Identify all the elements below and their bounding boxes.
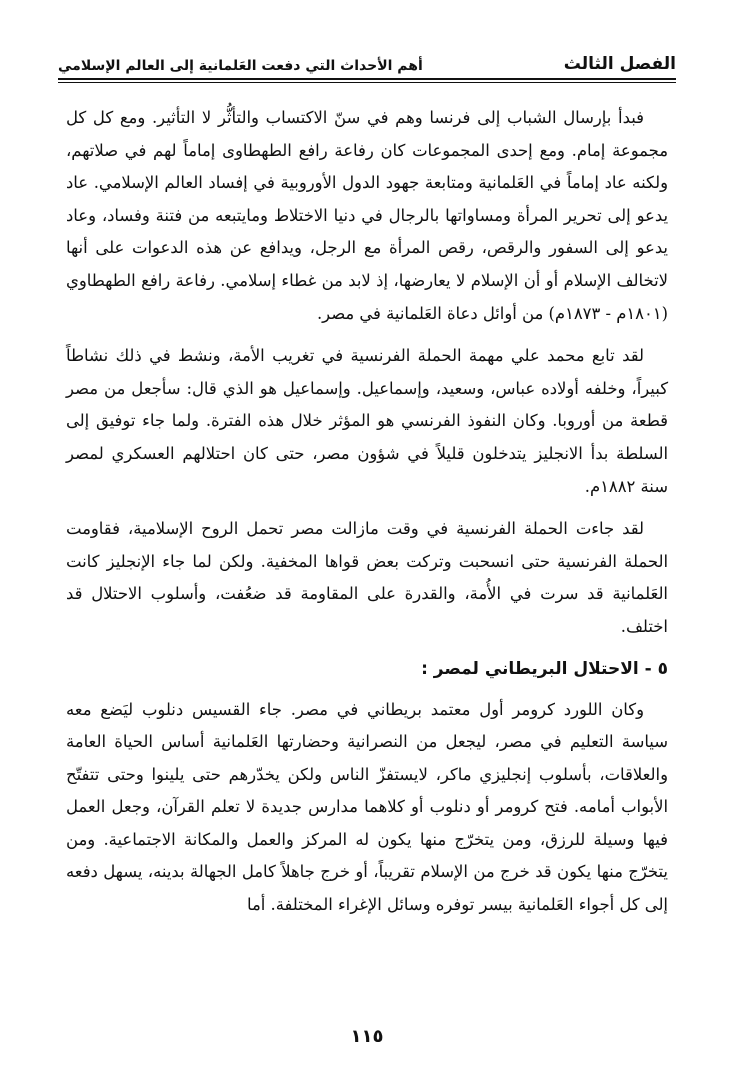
paragraph: لقد تابع محمد علي مهمة الحملة الفرنسية في تغريب الأمة، ونشط في ذلك نشاطاً كبيراً، وخلفه أولاده عباس، وسعيد، وإسماعيل. وإسماعيل هو الذي قال: سأجعل من مصر قطعة من أوروبا. وكان النفوذ الفرنسي هو المؤثر خلال هذه الفترة. ولما جاء توفيق إلى السلطة بدأ الانجليز يتدخلون قليلاً في شؤون مصر، حتى كان احتلالهم العسكري لمصر سنة ١٨٨٢م. bbox=[66, 346, 668, 496]
paragraph: وكان اللورد كرومر أول معتمد بريطاني في مصر. جاء القسيس دنلوب ليَضع معه سياسة التعليم في مصر، ليجعل من النصرانية وحضارتها العَلمانية أساس الحياة العامة والعلاقات، بأسلوب إنجليزي ماكر، لايستفزّ الناس ولكن يخدّرهم حتى يلينوا وحتى تتفتّح الأبواب أمامه. فتح كرومر أو دنلوب أو كلاهما مدارس جديدة لا تعلم القرآن، وجعل العمل فيها وسيلة للرزق، ومن يتخرّج منها يكون له المركز والعمل والمكانة الاجتماعية. ومن يتخرّج منها يكون قد خرج من الإسلام تقريباً، أو خرج جاهلاً كامل الجهالة بدينه، يسهل دفعه إلى كل أجواء العَلمانية بيسر توفره وسائل الإغراء المختلفة. أما bbox=[66, 699, 668, 915]
paragraph: لقد جاءت الحملة الفرنسية في وقت مازالت مصر تحمل الروح الإسلامية، فقاومت الحملة الفرنسية حتى انسحبت وتركت بعض قواها المخفية. ولكن لما جاء الإنجليز كانت العَلمانية قد سرت في الأُمة، والقدرة على المقاومة قد ضعُفت، وأسلوب الاحتلال قد اختلف. bbox=[66, 519, 668, 636]
page-header bbox=[58, 44, 676, 74]
paragraph: فبدأ بإرسال الشباب إلى فرنسا وهم في سنّ الاكتساب والتأثُّر لا التأثير. ومع كل كل مجموعة إمام. ومع إحدى المجموعات كان رفاعة رافع الطهطاوى إماماً لهم في صلاتهم، ولكنه عاد إماماً في العَلمانية ومتابعة جهود الدول الأوروبية في إفساد العالم الإسلامي. عاد يدعو إلى تحرير المرأة ومساواتها بالرجال في دنيا الاختلاط ومايتبعه من فتنة وفساد، وعاد يدعو إلى السفور والرقص، رقص المرأة مع الرجل، ويدافع عن هذه الدعوات على أنها لاتخالف الإسلام أو أن الإسلام لا يعارضها، إذ لابد من غطاء إسلامي. رفاعة رافع الطهطاوي (١٨٠١م - ١٨٧٣م) من أوائل دعاة العَلمانية في مصر. bbox=[66, 108, 668, 323]
section-heading: ٥ - الاحتلال البريطاني لمصر : bbox=[421, 658, 668, 679]
page-number: ١١٥ bbox=[350, 1026, 384, 1047]
header-divider bbox=[58, 78, 676, 83]
chapter-label: الفصل الثالث bbox=[563, 54, 676, 74]
page-body bbox=[66, 102, 668, 932]
running-title: أهم الأحداث التي دفعت العَلمانية إلى العالم الإسلامي bbox=[58, 58, 423, 74]
